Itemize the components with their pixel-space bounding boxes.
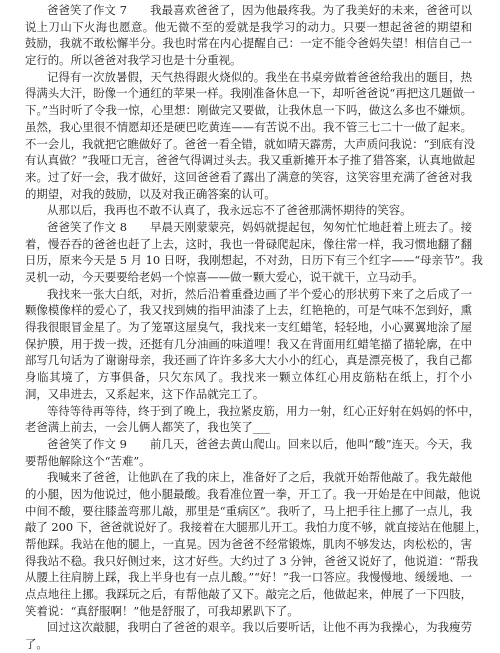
text-line: 的小腿，因为他说过，他小腿最酸。我看准位置一拳，开工了。我一开始是在中间敲，他说 [25, 486, 481, 501]
text-line: 要帮他解除这个“苦难”。 [25, 453, 151, 468]
text-line: 的期望，对我的鼓励，以及对我正确答案的认可。 [25, 186, 276, 201]
text-line: 得满头大汗，盼像一个通红的苹果一样。我刚准备休息一下，却听爸爸说“再把这几题做一 [25, 86, 476, 101]
text-line: 颗像模像样的爱心了，我又找到姨的指甲油漆了上去，红艳艳的，可是气味不怎到好，熏 [25, 303, 472, 318]
text-line: 了。 [25, 637, 48, 652]
text-line: 来。过了好一会，我才做好，这回爸爸看了露出了满意的笑容，这笑容里充满了爸爸对我 [25, 169, 472, 184]
essay-7-paragraph-2 [0, 69, 500, 203]
text-line: 鼓励，我就不敢松懈半分。我也时常在内心提醒自己：一定不能令爸妈失望！相信自己一 [25, 36, 472, 51]
text-line: 着，慢吞吞的爸爸也赶了上去，这时，我也一骨碌爬起床，像往常一样，我习惯地翻了翻 [25, 236, 472, 251]
text-line: 虽然，我心里很不情愿却还是硬巴吃黄连——有苦说不出。我不管三七二十一做了起来。 [25, 119, 472, 134]
text-line: 有认真做？”我哑口无言，爸爸气得调过头去。我又重新摊开本子推了猎答案，认真地做起 [25, 153, 476, 168]
text-line: 爸爸笑了作文 8 早晨天刚蒙蒙亮，妈妈就提起包，匆匆忙忙地赶着上班去了。接 [47, 219, 472, 234]
essay-9-title-paragraph [0, 436, 500, 469]
essay-8-title-paragraph [0, 219, 500, 286]
text-line: 灵机一动，今天要要给老妈一个惊喜——做一颗大爱心，说干就干，立马动手。 [25, 270, 424, 284]
text-line: 身临其境了，方事俱备，只欠东风了。我找来一颗立体红心用皮筋粘在纸上，打个小 [25, 370, 472, 385]
text-line: 不一会儿，我就把它瞧做好了。爸爸一看全错，就如晴天霹雳，大声质问我说：“到底有没 [25, 136, 476, 151]
text-line: 下。”当时听了令我一惊，心里想：刚做完又要做，让我休息一下吗，做这么多也不嫌烦。 [25, 103, 472, 118]
text-line: 定行的。所以爸爸对我学习也是十分重视。 [25, 53, 242, 68]
essay-8-paragraph-3 [0, 403, 500, 436]
text-line: 日历，原来今天是 5 月 10 日呀，我刚想起，不对劲，日历下有三个红字——“母亲节”。我 [25, 253, 483, 268]
text-line: 从腰上往肩膀上踩，我上半身也有一点儿酸。”“好！”我一口答应。我慢慢地、缓缓地、一 [25, 570, 472, 585]
text-line: 保护膜，用于拨一拨，还挺有几分油画的味道哩！我又在背面用红蜡笔描了描轮廓，在中 [25, 336, 472, 351]
text-line: 中间不酸，要往膝盖弯那儿敲，那里是“重病区”。我听了，马上把手往上挪了一点儿，我 [25, 503, 472, 518]
essay-8-paragraph-2 [0, 286, 500, 403]
text-line: 笑着说：“真舒服啊！”他是舒服了，可我却累趴下了。 [25, 603, 299, 618]
text-line: 爸爸笑了作文 9 前几天，爸爸去黄山爬山。回来以后，他叫“酸”连天。今天，我 [47, 436, 472, 451]
text-line: 帮他踩。我站在他的腿上，一直晃。因为爸爸不经常锻炼，肌肉不够发达，肉松松的，害 [25, 537, 472, 551]
essay-7-paragraph-3 [0, 202, 500, 219]
text-line: 回过这次敲腿，我明白了爸爸的艰辛。我以后要听话，让他不再为我操心，为我瘦劳 [47, 620, 472, 635]
text-line: 敲了 200 下，爸爸就说好了。我接着在大腿那儿开工。我怕力度不够，就直接站在他腿上， [25, 520, 487, 535]
text-line: 得我很眼冒金星了。为了笼罩这屋臭气，我找来一支红蜡笔，轻轻地，小心翼翼地涂了屋 [25, 320, 472, 335]
text-line: 得我站不稳。我只好侧过来，这才好些。大约过了 3 分钟，爸爸又说好了，他说道：“帮我 [25, 553, 479, 568]
text-line: 爸爸笑了作文 7 我最喜欢爸爸了，因为他最疼我。为了我美好的未来，爸爸可以 [47, 3, 472, 17]
text-line: 部写几句话为了谢谢母亲，我还画了许许多多大大小小的红心，真是漂亮极了，我自己都 [25, 353, 472, 368]
text-line: 老爸满上前去，一会儿俩人都笑了，我也笑了___ [25, 420, 270, 435]
essay-9-paragraph-3 [0, 619, 500, 652]
text-line: 洞，又串进去，又系起来，这下作品就完工了。 [25, 386, 265, 401]
text-line: 点点地往上挪。我踩玩之后，有帮他敲了又下。敲完之后，他做起来，伸展了一下四肢， [25, 587, 472, 602]
essay-7-title-paragraph [0, 2, 500, 69]
essay-9-paragraph-2 [0, 469, 500, 619]
text-line: 记得有一次放暑假，天气热得跟火烧似的。我坐在书桌旁做着爸爸给我出的题目，热 [47, 69, 472, 84]
text-line: 说上刀山下火海也愿意。他无微不至的爱就是我学习的动力。只要一想起爸爸的期望和 [25, 19, 472, 34]
text-line: 等待等待再等待，终于到了晚上，我拉紧皮筋，用力一射，红心正好射在妈妈的怀中， [47, 403, 480, 418]
text-line: 我喊来了爸爸，让他趴在了我的床上，准备好了之后，我就开始帮他敲了。我先敲他 [47, 470, 472, 485]
text-line: 我找来一张大白纸，对折，然后沿着重叠边画了半个爱心的形状剪下来了之后成了一 [47, 286, 472, 301]
text-line: 从那以后，我再也不敢不认真了，我永远忘不了爸爸那满怀期待的笑容。 [47, 203, 412, 218]
